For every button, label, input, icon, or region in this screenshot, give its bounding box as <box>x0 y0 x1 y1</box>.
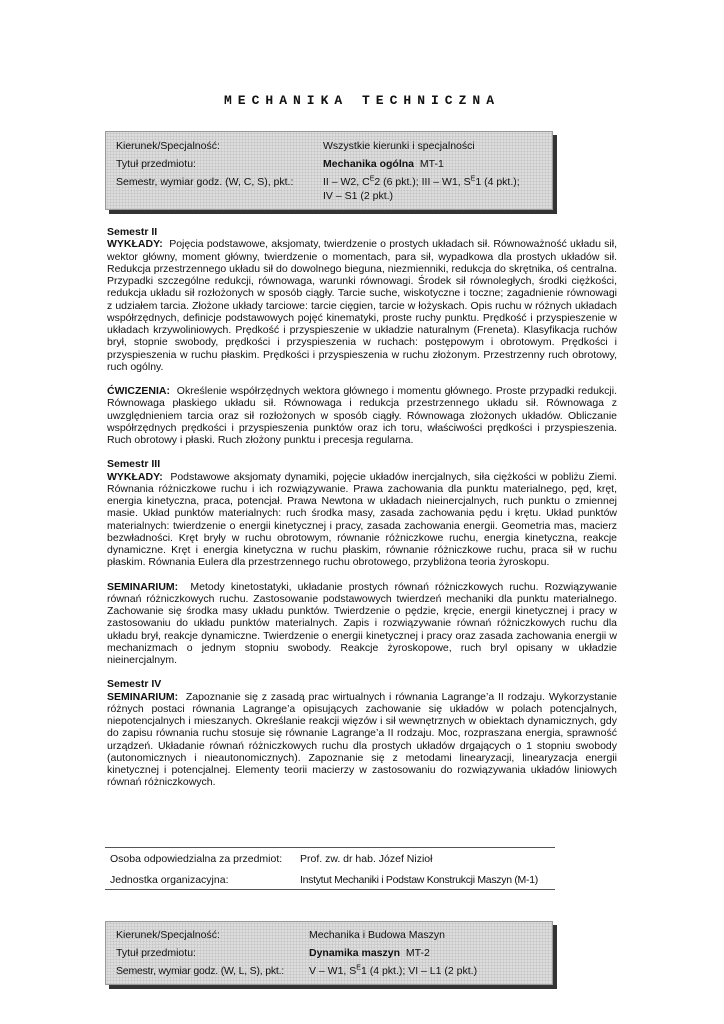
semester-3-heading: Semestr III <box>107 458 161 471</box>
section-lead: SEMINARIUM: <box>107 580 179 593</box>
tytul-label: Tytuł przedmiotu: <box>116 158 196 170</box>
semestr-value <box>309 965 477 977</box>
section-lead: ĆWICZENIA: <box>107 385 170 397</box>
sem3-seminarium-paragraph <box>107 581 617 667</box>
paragraph-text: Metody kinetostatyki, układanie prostych równań różniczkowych ruchu. Rozwiązywanie równań różniczkowych ruchu. Zastosowanie podstawowych twierdzeń mechaniki dla punktu materialnego. Zachowanie się środka masy układu punktów. Twierdzenie o pędzie, kręcie, energii kinetycznej i pracy w zastosowaniu do układu punktów materialnych. Zapis i rozwiązywanie równań różniczkowych ruchu dla układu brył, reakcje dynamiczne. Twierdzenie o energii kinetycznej i pracy oraz zasada zachowania energii w mechanizmach o jednym stopniu swobody. Reakcje żyroskopowe, ruch bryl opisany w układzie nieinercjalnym. <box>107 580 617 666</box>
semestr-value-line2: IV – S1 (2 pkt.) <box>323 190 394 202</box>
semestr-label: Semestr, wymiar godz. (W, C, S), pkt.: <box>116 176 294 188</box>
semester-2-heading: Semestr II <box>107 226 158 238</box>
paragraph-text: Zapoznanie się z zasadą prac wirtualnych i równania Lagrange’a II rodzaju. Wykorzystanie różnych postaci równania Lagrange’a opisujących zachowanie się układów w polach potencjalnych, niepotencjalnych i mieszanych. Określanie reakcji więzów i sił wewnętrznych w obiektach dynamicznych, gdy do zapisu równania ruchu stosuje się równanie Lagrange’a II rodzaju. Moc, rozpraszana energia, sprawność urządzeń. Układanie równań różniczkowych ruchu dla prostych układów drgających o 1 stopniu swobody (autonomicznych i nieautonomicznych). Zapoznanie się z metodami linearyzacji, linearyzacja energii kinetycznej i potencjalnej. Elementy teorii macierzy w zastosowaniu do rozwiązywania układów liniowych równań różniczkowych. <box>107 690 617 789</box>
kierunek-value: Wszystkie kierunki i specjalności <box>323 140 475 152</box>
semester-4-heading: Semestr IV <box>107 678 162 691</box>
semestr-value <box>323 176 520 188</box>
paragraph-text: Podstawowe aksjomaty dynamiki, pojęcie układów inercjalnych, siła ciężkości w pobliżu Ziemi. Równania różniczkowe ruchu i ich rozwiązywanie. Prawa zachowania dla punktu materialnego, pęd, kręt, energia kinetyczna, praca, potencjał. Prawa Newtona w układach nieinercjalnych, ruch punktu o zmiennej masie. Układ punktów materialnych: ruch środka masy, zasada zachowania pędu i krętu. Układ punktów materialnych: twierdzenie o energii kinetycznej i pracy, zasada zachowania energii. Geometria mas, macierz bezwładności. Kręt bryły w ruchu obrotowym, równanie różniczkowe ruchu, energia kinetyczna, reakcje dynamiczne. Kręt i energia kinetyczna w ruchu płaskim, równanie różniczkowe ruchu, praca sił w ruchu płaskim. Równania Eulera dla przestrzennego ruchu obrotowego, przybliżona teoria żyroskopu. <box>107 470 617 569</box>
course-info-box-mt1 <box>105 131 553 210</box>
responsible-table <box>105 847 555 886</box>
kierunek-label: Kierunek/Specjalność: <box>116 929 220 941</box>
section-lead: SEMINARIUM: <box>107 690 179 703</box>
semestr-part: 1 (4 pkt.); VI – L1 (2 pkt.) <box>360 965 478 977</box>
course-code: MT-2 <box>405 947 430 959</box>
tytul-value <box>323 158 444 170</box>
kierunek-value: Mechanika i Budowa Maszyn <box>309 929 445 941</box>
semestr-part: V – W1, S <box>309 965 357 977</box>
course-name: Mechanika ogólna <box>323 158 415 170</box>
paragraph-text: Pojęcia podstawowe, aksjomaty, twierdzenie o prostych układach sił. Równoważność układu sił, wektor główny, moment główny, twierdzenie o momentach, para sił, wypadkowa dla prostych układów sił. Redukcja przestrzennego układu sił do dowolnego bieguna, niezmienniki, redukcja do skrętnika, oś centralna. Przypadki szczególne redukcji, równowaga, warunki równowagi. Środek sił równoległych, środki ciężkości, redukcja układu sił rozłożonych w sposób ciągły. Tarcie suche, wiskotyczne i toczne; zagadnienie równowagi z udziałem tarcia. Złożone układy tarciowe: tarcie cięgien, tarcie w łożyskach. Opis ruchu w różnych układach współrzędnych, definicje podstawowych pojęć kinematyki, proste ruchy punktu. Prędkość i przyspieszenie w układach krzywoliniowych. Prędkość i przyspieszenie w układzie naturalnym (Freneta). Klasyfikacja ruchów brył, stopnie swobody, prędkości i przyspieszenia w ruchach: postępowym i obrotowym. Prędkości i przyspieszenia w ruchu płaskim. Prędkości i przyspieszenia w ruchu złożonym. Przestrzenny ruch obrotowy, ruch ogólny. <box>107 238 618 373</box>
person-value: Prof. zw. dr hab. Józef Nizioł <box>300 853 433 865</box>
semestr-part: II – W2, C <box>323 176 370 188</box>
table-divider <box>105 889 555 890</box>
semestr-part: 1 (4 pkt.); <box>475 176 520 188</box>
unit-value: Instytut Mechaniki i Podstaw Konstrukcji Maszyn (M-1) <box>300 874 538 886</box>
section-lead: WYKŁADY: <box>107 238 163 251</box>
page-title: MECHANIKA TECHNICZNA <box>223 93 501 108</box>
section-lead: WYKŁADY: <box>107 470 163 483</box>
tytul-label: Tytuł przedmiotu: <box>116 947 196 959</box>
sem2-cwiczenia-paragraph <box>107 385 617 446</box>
kierunek-label: Kierunek/Specjalność: <box>116 140 220 152</box>
course-code: MT-1 <box>419 158 444 170</box>
course-name: Dynamika maszyn <box>309 947 401 959</box>
sem2-wyklady-paragraph <box>107 238 617 373</box>
semestr-sup: E <box>356 964 361 972</box>
unit-label: Jednostka organizacyjna: <box>110 874 229 886</box>
person-label: Osoba odpowiedzialna za przedmiot: <box>110 853 283 865</box>
semestr-sup: E <box>369 175 375 183</box>
semestr-part: 2 (6 pkt.); III – W1, S <box>374 176 471 188</box>
course-description <box>107 226 617 789</box>
sem3-wyklady-paragraph <box>107 471 617 569</box>
sem4-seminarium-paragraph <box>107 691 617 789</box>
paragraph-text: Określenie współrzędnych wektora głównego i momentu głównego. Proste przypadki redukcji. Równowaga płaskiego układu sił. Równowaga i redukcja przestrzennego układu sił. Równowaga z uwzględnieniem tarcia oraz sił rozłożonych w sposób ciągły. Równowaga złożonych układów. Obliczanie współrzędnych prędkości i przyspieszenia punktów oraz ich toru, właściwości prędkości i przyspieszenia. Ruch obrotowy i płaski. Ruch złożony punktu i precesja regularna. <box>107 385 617 446</box>
course-info-box-mt2 <box>105 921 553 985</box>
semestr-sup: E <box>470 175 476 183</box>
tytul-value <box>309 947 430 959</box>
semestr-label: Semestr, wymiar godz. (W, L, S), pkt.: <box>116 965 285 977</box>
